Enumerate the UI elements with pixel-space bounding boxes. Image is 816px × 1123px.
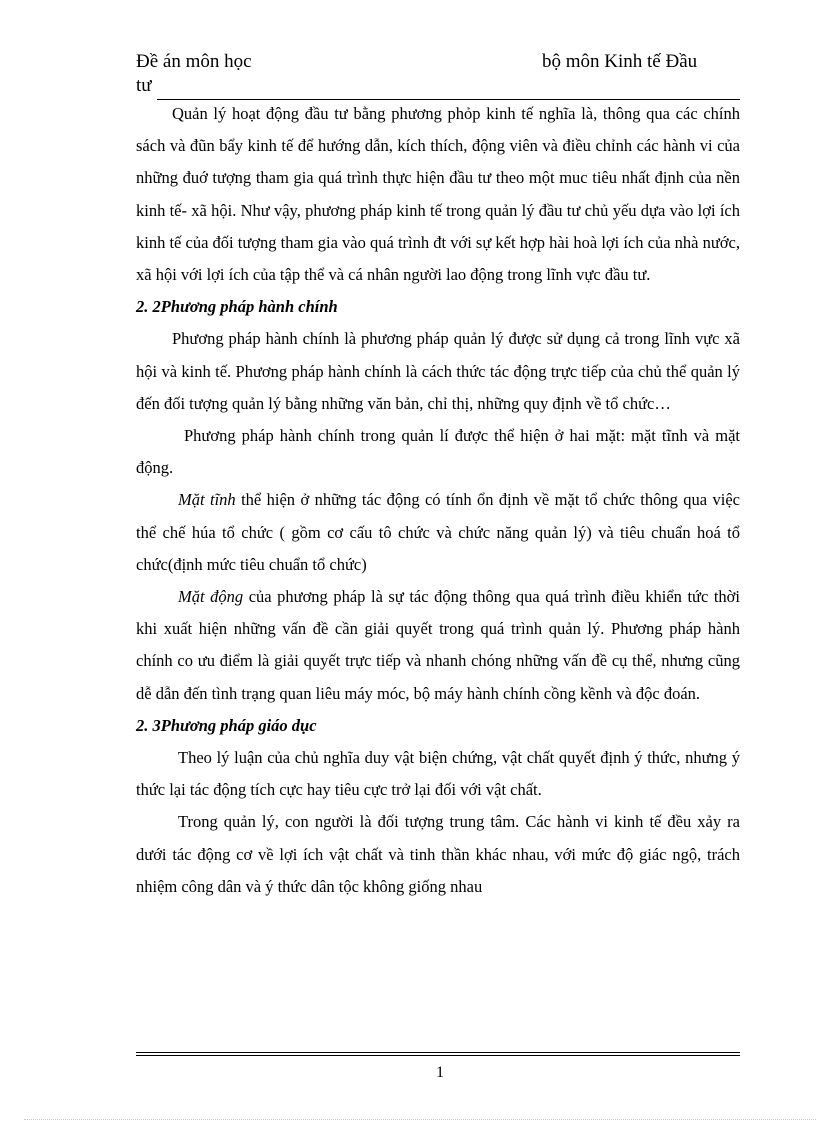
paragraph-4	[136, 484, 740, 581]
section-heading-2-3: 2. 3Phương pháp giáo dục	[136, 715, 317, 735]
footer-rule-bottom	[136, 1055, 740, 1056]
paragraph-3: Phương pháp hành chính trong quản lí được thể hiện ở hai mặt: mặt tĩnh và mặt động.	[136, 426, 740, 478]
section-heading-2-2: 2. 2Phương pháp hành chính	[136, 297, 338, 317]
header-right-text: bộ môn Kinh tế Đầu	[542, 51, 698, 72]
footer-rule-top	[136, 1052, 740, 1053]
paragraph-2: Phương pháp hành chính là phương pháp quản lý được sử dụng cả trong lĩnh vực xã hội và kinh tế. Phương pháp hành chính là cách thức tác động trực tiếp của chủ thể quản lý đến đối tượng quản lý bằng những văn bản, chỉ thị, những quy định về tổ chức…	[136, 329, 740, 413]
paragraph-6: Theo lý luận của chủ nghĩa duy vật biện chứng, vật chất quyết định ý thức, nhưng ý thức lại tác động tích cực hay tiêu cực trở lại đối với vật chất.	[136, 748, 740, 800]
paragraph-7: Trong quản lý, con người là đối tượng trung tâm. Các hành vi kinh tế đều xảy ra dưới tác động cơ về lợi ích vật chất và tinh thần khác nhau, với mức độ giác ngộ, trách nhiệm công dân và ý thức dân tộc không giống nhau	[136, 812, 740, 896]
paragraph-5	[136, 581, 740, 710]
term-mat-dong: Mặt động	[178, 587, 244, 607]
paragraph-1: Quản lý hoạt động đầu tư bằng phương phỏp kinh tế nghĩa là, thông qua các chính sách và đũn bẩy kinh tế để hướng dẫn, kích thích, động viên và điều chỉnh các hành vi của những đuớ tượng tham gia quá trình thực hiện đầu tư theo một muc tiêu nhất định của nền kinh tế- xã hội. Như vậy, phương pháp kinh tế trong quản lý đầu tư chủ yếu dựa vào lợi ích kinh tế của đối tượng tham gia vào quá trình đt với sự kết hợp hài hoà lợi ích của nhà nước, xã hội với lợi ích của tập thể và cá nhân người lao động trong lĩnh vực đầu tư.	[136, 104, 740, 285]
header-left-text: Đề án môn học tư	[136, 51, 252, 96]
document-body	[136, 98, 740, 903]
paragraph-5-text: của phương pháp là sự tác động thông qua quá trình điều khiển tức thời khi xuất hiện những vấn đề cần giải quyết trong quá trình quản lý. Phương pháp hành chính co ưu điểm là giải quyết trực tiếp và nhanh chóng những vấn đề cụ thể, nhưng cũng dễ dẫn đến tình trạng quan liêu máy móc, bộ máy hành chính cồng kềnh và độc đoán.	[136, 587, 740, 703]
page-number: 1	[436, 1064, 444, 1081]
page-separator	[24, 1119, 816, 1120]
term-mat-tinh: Mặt tĩnh	[178, 490, 236, 510]
paragraph-4-text: thể hiện ở những tác động có tính ổn định về mặt tổ chức thông qua việc thể chế húa tổ chức ( gồm cơ cấu tô chức và chức năng quản lý) và tiêu chuẩn hoá tổ chức(định mức tiêu chuẩn tổ chức)	[136, 490, 740, 574]
